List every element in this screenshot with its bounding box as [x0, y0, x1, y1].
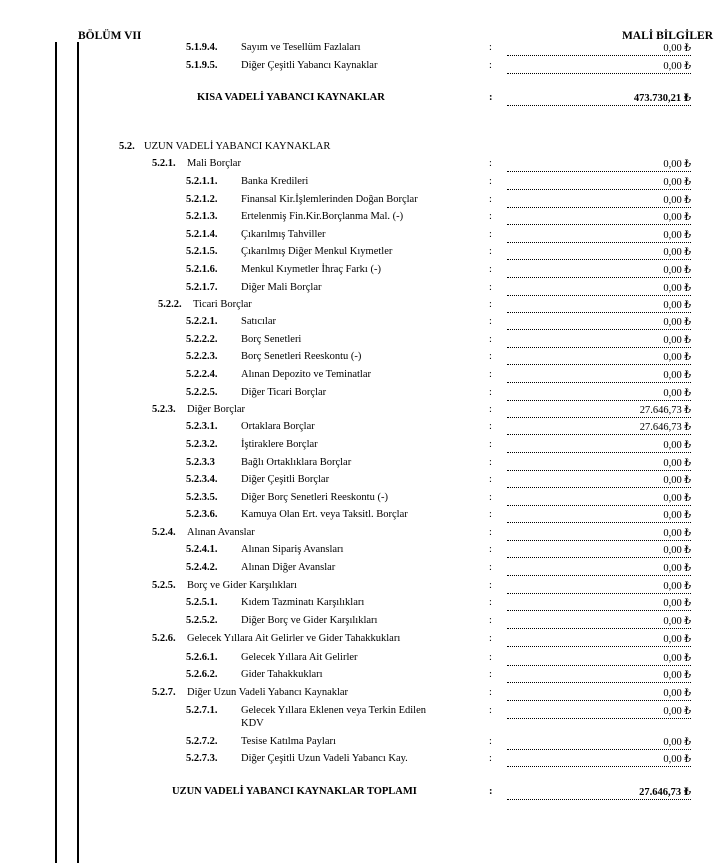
account-code: 5.2.1.1.	[186, 176, 218, 187]
account-value: 0,00 ₺	[507, 457, 691, 471]
account-label: Ertelenmiş Fin.Kir.Borçlanma Mal. (-)	[241, 211, 404, 222]
account-code: 5.2.2.4.	[186, 369, 218, 380]
account-label: Borç ve Gider Karşılıkları	[187, 580, 297, 591]
account-label: Gelecek Yıllara Ait Gelirler ve Gider Tahakkukları	[187, 633, 401, 644]
colon-separator: :	[489, 92, 493, 103]
colon-separator: :	[489, 509, 492, 520]
account-value: 27.646,73 ₺	[507, 404, 691, 418]
colon-separator: :	[489, 527, 492, 538]
account-code: 5.2.2.	[158, 299, 182, 310]
account-code: 5.2.3.2.	[186, 439, 218, 450]
colon-separator: :	[489, 753, 492, 764]
account-value: 0,00 ₺	[507, 316, 691, 330]
account-row	[0, 597, 721, 614]
colon-separator: :	[489, 60, 492, 71]
account-row	[0, 705, 721, 729]
account-row	[0, 334, 721, 351]
account-value: 0,00 ₺	[507, 439, 691, 453]
account-value: 27.646,73 ₺	[507, 421, 691, 435]
account-row	[0, 42, 721, 59]
account-label-continued: KDV	[241, 718, 264, 729]
account-value: 0,00 ₺	[507, 736, 691, 750]
colon-separator: :	[489, 705, 492, 716]
account-row	[0, 687, 721, 704]
account-label: Diğer Borç Senetleri Reeskontu (-)	[241, 492, 388, 503]
account-label: Gelecek Yıllara Ait Gelirler	[241, 652, 358, 663]
account-row	[0, 194, 721, 211]
account-label: Diğer Uzun Vadeli Yabancı Kaynaklar	[187, 687, 349, 698]
account-label: Bağlı Ortaklıklara Borçlar	[241, 457, 352, 468]
account-value: 0,00 ₺	[507, 527, 691, 541]
account-value: 0,00 ₺	[507, 509, 691, 523]
account-value: 0,00 ₺	[507, 369, 691, 383]
account-row	[0, 229, 721, 246]
account-code: 5.2.5.	[152, 580, 176, 591]
account-row	[0, 316, 721, 333]
account-code: 5.1.9.5.	[186, 60, 218, 71]
account-code: 5.2.3.6.	[186, 509, 218, 520]
account-code: 5.2.1.	[152, 158, 176, 169]
account-row	[0, 457, 721, 474]
account-label: Diğer Borçlar	[187, 404, 246, 415]
account-value: 0,00 ₺	[507, 562, 691, 576]
account-code: 5.1.9.4.	[186, 42, 218, 53]
account-code: 5.2.6.	[152, 633, 176, 644]
account-label: Sayım ve Tesellüm Fazlaları	[241, 42, 361, 53]
account-label: Diğer Çeşitli Borçlar	[241, 474, 330, 485]
account-row	[0, 211, 721, 228]
account-code: 5.2.1.3.	[186, 211, 218, 222]
account-row	[0, 736, 721, 753]
section-label: BÖLÜM VII	[78, 30, 142, 42]
account-row	[0, 562, 721, 579]
account-value: 0,00 ₺	[507, 282, 691, 296]
colon-separator: :	[489, 264, 492, 275]
account-row	[0, 633, 721, 650]
colon-separator: :	[489, 652, 492, 663]
account-value: 0,00 ₺	[507, 615, 691, 629]
account-row	[0, 421, 721, 438]
account-value: 0,00 ₺	[507, 229, 691, 243]
account-value: 0,00 ₺	[507, 633, 691, 647]
account-value: 0,00 ₺	[507, 299, 691, 313]
account-label: Borç Senetleri	[241, 334, 302, 345]
account-code: 5.2.	[119, 141, 135, 152]
colon-separator: :	[489, 42, 492, 53]
account-row	[0, 404, 721, 421]
total-row	[0, 786, 721, 803]
colon-separator: :	[489, 176, 492, 187]
account-value: 0,00 ₺	[507, 492, 691, 506]
account-row	[0, 492, 721, 509]
colon-separator: :	[489, 404, 492, 415]
account-label: Mali Borçlar	[187, 158, 241, 169]
account-value: 473.730,21 ₺	[507, 92, 691, 106]
colon-separator: :	[489, 299, 492, 310]
account-label: Tesise Katılma Payları	[241, 736, 336, 747]
account-row	[0, 753, 721, 770]
account-label: Diğer Çeşitli Uzun Vadeli Yabancı Kay.	[241, 753, 408, 764]
account-label: Diğer Mali Borçlar	[241, 282, 322, 293]
account-value: 0,00 ₺	[507, 60, 691, 74]
account-code: 5.2.3.	[152, 404, 176, 415]
account-value: 0,00 ₺	[507, 264, 691, 278]
colon-separator: :	[489, 580, 492, 591]
colon-separator: :	[489, 597, 492, 608]
account-label: Alınan Diğer Avanslar	[241, 562, 336, 573]
account-row	[0, 60, 721, 77]
colon-separator: :	[489, 544, 492, 555]
colon-separator: :	[489, 351, 492, 362]
account-value: 0,00 ₺	[507, 211, 691, 225]
colon-separator: :	[489, 194, 492, 205]
account-code: 5.2.1.4.	[186, 229, 218, 240]
account-row	[0, 369, 721, 386]
account-row	[0, 351, 721, 368]
account-code: 5.2.7.3.	[186, 753, 218, 764]
account-label: Banka Kredileri	[241, 176, 309, 187]
colon-separator: :	[489, 211, 492, 222]
account-value: 0,00 ₺	[507, 42, 691, 56]
colon-separator: :	[489, 669, 492, 680]
account-value: 0,00 ₺	[507, 687, 691, 701]
account-label: Diğer Borç ve Gider Karşılıkları	[241, 615, 378, 626]
account-row	[0, 615, 721, 632]
colon-separator: :	[489, 786, 493, 797]
account-label: Menkul Kıymetler İhraç Farkı (-)	[241, 264, 381, 275]
account-label: Alınan Avanslar	[187, 527, 255, 538]
colon-separator: :	[489, 282, 492, 293]
account-row	[0, 158, 721, 175]
account-value: 0,00 ₺	[507, 351, 691, 365]
account-row	[0, 439, 721, 456]
account-code: 5.2.1.7.	[186, 282, 218, 293]
account-code: 5.2.7.	[152, 687, 176, 698]
account-label: UZUN VADELİ YABANCI KAYNAKLAR	[144, 141, 331, 152]
account-value: 0,00 ₺	[507, 669, 691, 683]
account-label: Alınan Depozito ve Teminatlar	[241, 369, 371, 380]
account-code: 5.2.2.2.	[186, 334, 218, 345]
colon-separator: :	[489, 615, 492, 626]
colon-separator: :	[489, 736, 492, 747]
account-code: 5.2.2.1.	[186, 316, 218, 327]
account-row	[0, 580, 721, 597]
account-label: Ortaklara Borçlar	[241, 421, 315, 432]
account-value: 0,00 ₺	[507, 652, 691, 666]
account-row	[0, 527, 721, 544]
account-label: Kamuya Olan Ert. veya Taksitl. Borçlar	[241, 509, 408, 520]
account-code: 5.2.1.6.	[186, 264, 218, 275]
account-code: 5.2.4.1.	[186, 544, 218, 555]
account-row	[0, 652, 721, 669]
colon-separator: :	[489, 421, 492, 432]
account-code: 5.2.6.1.	[186, 652, 218, 663]
account-label: Diğer Ticari Borçlar	[241, 387, 327, 398]
account-code: 5.2.3.4.	[186, 474, 218, 485]
colon-separator: :	[489, 369, 492, 380]
account-value: 0,00 ₺	[507, 597, 691, 611]
account-label: İştiraklere Borçlar	[241, 439, 318, 450]
account-value: 0,00 ₺	[507, 158, 691, 172]
colon-separator: :	[489, 687, 492, 698]
account-label: Gider Tahakkukları	[241, 669, 323, 680]
account-label: Borç Senetleri Reeskontu (-)	[241, 351, 362, 362]
account-code: 5.2.5.2.	[186, 615, 218, 626]
account-code: 5.2.1.5.	[186, 246, 218, 257]
account-label: UZUN VADELİ YABANCI KAYNAKLAR TOPLAMI	[172, 786, 417, 797]
account-value: 0,00 ₺	[507, 753, 691, 767]
colon-separator: :	[489, 316, 492, 327]
account-code: 5.2.7.2.	[186, 736, 218, 747]
total-row	[0, 92, 721, 109]
account-label: Çıkarılmış Tahviller	[241, 229, 326, 240]
account-code: 5.2.7.1.	[186, 705, 218, 716]
account-row	[0, 299, 721, 316]
account-code: 5.2.2.3.	[186, 351, 218, 362]
colon-separator: :	[489, 457, 492, 468]
account-value: 0,00 ₺	[507, 334, 691, 348]
account-row	[0, 176, 721, 193]
account-label: Diğer Çeşitli Yabancı Kaynaklar	[241, 60, 378, 71]
account-row	[0, 509, 721, 526]
account-code: 5.2.3.3	[186, 457, 215, 468]
account-code: 5.2.2.5.	[186, 387, 218, 398]
account-row	[0, 387, 721, 404]
account-code: 5.2.3.5.	[186, 492, 218, 503]
account-label: Kıdem Tazminatı Karşılıkları	[241, 597, 365, 608]
account-row	[0, 141, 721, 158]
account-row	[0, 282, 721, 299]
colon-separator: :	[489, 387, 492, 398]
account-value: 0,00 ₺	[507, 580, 691, 594]
colon-separator: :	[489, 562, 492, 573]
account-code: 5.2.6.2.	[186, 669, 218, 680]
account-label: Ticari Borçlar	[193, 299, 252, 310]
account-label: Finansal Kir.İşlemlerinden Doğan Borçlar	[241, 194, 418, 205]
account-label: Gelecek Yıllara Eklenen veya Terkin Edilen	[241, 705, 426, 716]
colon-separator: :	[489, 246, 492, 257]
colon-separator: :	[489, 633, 492, 644]
account-value: 0,00 ₺	[507, 387, 691, 401]
account-label: Satıcılar	[241, 316, 276, 327]
account-row	[0, 474, 721, 491]
account-row	[0, 669, 721, 686]
account-row	[0, 544, 721, 561]
account-code: 5.2.5.1.	[186, 597, 218, 608]
account-row	[0, 264, 721, 281]
colon-separator: :	[489, 439, 492, 450]
colon-separator: :	[489, 474, 492, 485]
account-value: 0,00 ₺	[507, 474, 691, 488]
account-code: 5.2.4.2.	[186, 562, 218, 573]
account-row	[0, 246, 721, 263]
account-value: 0,00 ₺	[507, 705, 691, 719]
page-title: MALİ BİLGİLER	[621, 30, 713, 42]
colon-separator: :	[489, 229, 492, 240]
account-value: 0,00 ₺	[507, 246, 691, 260]
account-label: Çıkarılmış Diğer Menkul Kıymetler	[241, 246, 393, 257]
account-label: Alınan Sipariş Avansları	[241, 544, 344, 555]
colon-separator: :	[489, 158, 492, 169]
account-value: 0,00 ₺	[507, 176, 691, 190]
colon-separator: :	[489, 492, 492, 503]
account-value: 27.646,73 ₺	[507, 786, 691, 800]
colon-separator: :	[489, 334, 492, 345]
account-label: KISA VADELİ YABANCI KAYNAKLAR	[197, 92, 385, 103]
account-code: 5.2.3.1.	[186, 421, 218, 432]
account-value: 0,00 ₺	[507, 194, 691, 208]
account-code: 5.2.4.	[152, 527, 176, 538]
account-value: 0,00 ₺	[507, 544, 691, 558]
account-code: 5.2.1.2.	[186, 194, 218, 205]
